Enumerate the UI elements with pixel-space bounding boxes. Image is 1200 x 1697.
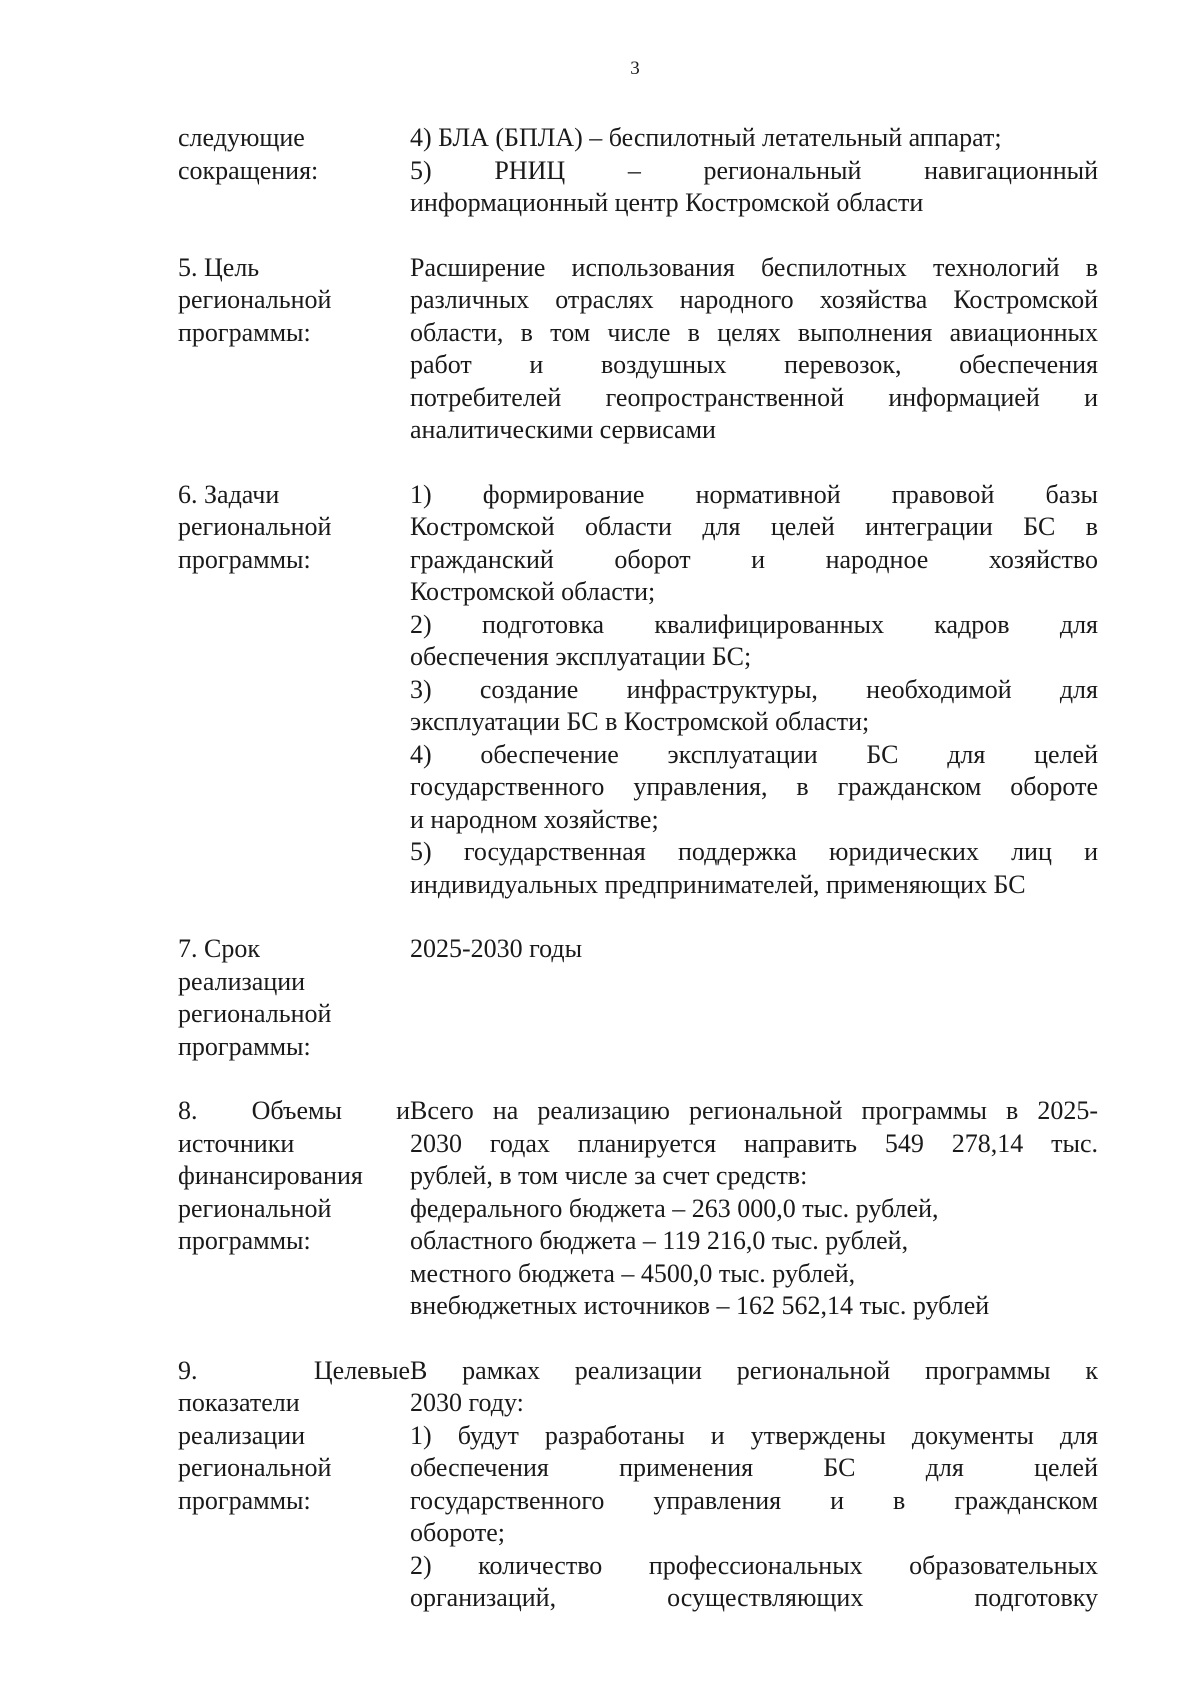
content-line: 1) будут разработаны и утверждены документы для xyxy=(410,1420,1098,1450)
row-label xyxy=(178,933,410,1063)
row-label xyxy=(178,252,410,350)
content-line: 2) подготовка квалифицированных кадров для xyxy=(410,609,1098,639)
row-label xyxy=(178,122,410,187)
content-line: Расширение использования беспилотных технологий в xyxy=(410,252,1098,282)
content-line: рублей, в том числе за счет средств: xyxy=(410,1161,808,1190)
content-line: 1) формирование нормативной правовой базы xyxy=(410,479,1098,509)
content-line: областного бюджета – 119 216,0 тыс. рублей, xyxy=(410,1226,909,1255)
label-line: финансирования xyxy=(178,1161,363,1190)
content-line: различных отраслях народного хозяйства Костромской xyxy=(410,285,1098,314)
label-line: региональной xyxy=(178,512,332,541)
table-row xyxy=(178,252,1098,447)
content-line: 2030 годах планируется направить 549 278,14 тыс. xyxy=(410,1128,1098,1158)
label-line: 5. Цель xyxy=(178,252,260,282)
content-line: 2025-2030 годы xyxy=(410,934,583,963)
content-line: области, в том числе в целях выполнения авиационных xyxy=(410,317,1098,347)
table-row xyxy=(178,1095,1098,1323)
page-number: 3 xyxy=(630,58,640,79)
row-label xyxy=(178,1095,410,1258)
content-line: государственного управления и в гражданском xyxy=(410,1485,1098,1515)
row-content xyxy=(410,122,1098,220)
label-word: Целевые xyxy=(313,1355,410,1385)
label-word: и xyxy=(396,1096,410,1125)
content-line: местного бюджета – 4500,0 тыс. рублей, xyxy=(410,1258,856,1288)
label-line: региональной xyxy=(178,999,332,1028)
label-line: показатели xyxy=(178,1388,300,1417)
table-row xyxy=(178,933,1098,1063)
content-line: Костромской области; xyxy=(410,577,656,606)
row-content xyxy=(410,479,1098,902)
content-line: аналитическими сервисами xyxy=(410,415,716,444)
content-line: информационный центр Костромской области xyxy=(410,188,924,217)
label-line: источники xyxy=(178,1128,295,1158)
content-line: обеспечения эксплуатации БС; xyxy=(410,642,752,671)
row-content xyxy=(410,252,1098,447)
table-row xyxy=(178,122,1098,220)
content-line: обороте; xyxy=(410,1518,506,1547)
content-line: 2030 году: xyxy=(410,1388,524,1417)
label-line: региональной xyxy=(178,1453,332,1482)
row-content xyxy=(410,1095,1098,1323)
label-first-line xyxy=(178,1355,410,1388)
row-label xyxy=(178,1355,410,1518)
content-line: 2) количество профессиональных образовательных xyxy=(410,1550,1098,1580)
row-content xyxy=(410,1355,1098,1615)
content-line: федерального бюджета – 263 000,0 тыс. рублей, xyxy=(410,1193,939,1223)
content-line: государственного управления, в гражданском обороте xyxy=(410,772,1098,801)
table-row xyxy=(178,479,1098,902)
label-line: программы: xyxy=(178,317,311,347)
content-line: 3) создание инфраструктуры, необходимой для xyxy=(410,674,1098,704)
content-line: внебюджетных источников – 162 562,14 тыс. рублей xyxy=(410,1291,990,1320)
label-line: сокращения: xyxy=(178,155,319,185)
label-line: 6. Задачи xyxy=(178,479,280,509)
content-line: индивидуальных предпринимателей, применяющих БС xyxy=(410,869,1026,899)
label-line: программы: xyxy=(178,1226,311,1255)
content-line: 4) БЛА (БПЛА) – беспилотный летательный аппарат; xyxy=(410,123,1002,152)
label-line: реализации xyxy=(178,966,306,996)
label-line: реализации xyxy=(178,1420,306,1450)
content-line: работ и воздушных перевозок, обеспечения xyxy=(410,350,1098,379)
content-line: эксплуатации БС в Костромской области; xyxy=(410,707,870,736)
content-line: обеспечения применения БС для целей xyxy=(410,1453,1098,1482)
label-line: 7. Срок xyxy=(178,934,260,963)
content-line: потребителей геопространственной информацией и xyxy=(410,382,1098,412)
label-line: региональной xyxy=(178,285,332,314)
content-line: 4) обеспечение эксплуатации БС для целей xyxy=(410,739,1098,769)
content-line: гражданский оборот и народное хозяйство xyxy=(410,544,1098,574)
label-word: Объемы xyxy=(251,1096,342,1125)
content-line: организаций, осуществляющих подготовку xyxy=(410,1583,1098,1612)
label-word: 9. xyxy=(178,1355,198,1385)
content-line: Всего на реализацию региональной программы в 2025- xyxy=(410,1096,1098,1125)
content-line: Костромской области для целей интеграции БС в xyxy=(410,512,1098,541)
label-line: следующие xyxy=(178,123,305,152)
content-line: 5) РНИЦ – региональный навигационный xyxy=(410,155,1098,185)
row-content xyxy=(410,933,1098,966)
label-word: 8. xyxy=(178,1096,198,1125)
label-line: программы: xyxy=(178,1031,311,1061)
table-row xyxy=(178,1355,1098,1615)
content-line: 5) государственная поддержка юридических лиц и xyxy=(410,837,1098,866)
content-line: и народном хозяйстве; xyxy=(410,804,659,834)
passport-table xyxy=(178,122,1098,1615)
row-label xyxy=(178,479,410,577)
label-line: программы: xyxy=(178,544,311,574)
label-line: программы: xyxy=(178,1485,311,1515)
label-line: региональной xyxy=(178,1193,332,1223)
content-line: В рамках реализации региональной программы к xyxy=(410,1355,1098,1385)
label-first-line xyxy=(178,1095,410,1128)
